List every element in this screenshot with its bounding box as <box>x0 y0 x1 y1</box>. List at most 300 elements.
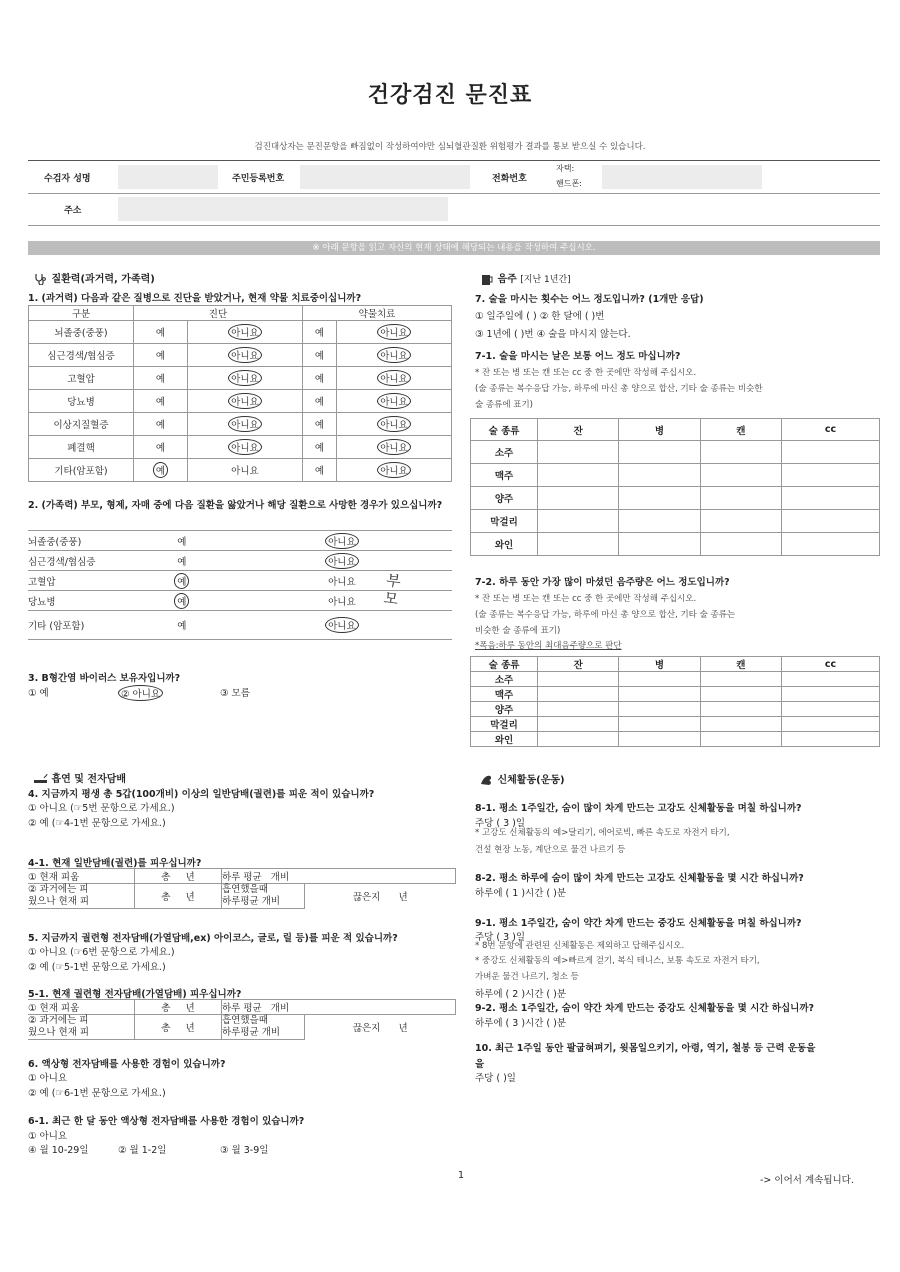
page-title: 건강검진 문진표 <box>367 83 533 108</box>
answer-text: 고혈압 <box>67 374 95 385</box>
drink-amount-cell[interactable] <box>538 533 619 556</box>
drinking-section-sub: [지난 1년간] <box>520 275 571 285</box>
year-label-6: 년 <box>398 1023 408 1035</box>
year-label-3: 년 <box>398 892 408 904</box>
family-answer-text: 아니요 <box>325 617 359 633</box>
total-label-4: 총 <box>161 1023 171 1034</box>
drink-row <box>471 533 880 556</box>
q10-text: 10. 최근 1주일 동안 팔굽혀펴기, 윗몸일으키기, 아령, 역기, 철봉 등 근력 운동을 <box>475 1043 816 1054</box>
drink-col-header: 술 종류 <box>471 657 538 672</box>
answer-cell[interactable] <box>336 344 451 367</box>
answer-cell[interactable] <box>336 413 451 436</box>
drink-col-header: 캔 <box>700 657 781 672</box>
past-smoker-label <box>28 884 135 909</box>
pieces-label: 개비 <box>270 872 290 883</box>
answer-cell[interactable] <box>134 321 188 344</box>
activity-section-title <box>480 771 565 786</box>
page-number: 1 <box>458 1170 465 1181</box>
answer-text: 아니요 <box>377 462 411 478</box>
drink-amount-cell[interactable] <box>619 464 700 487</box>
q6-option-yes[interactable]: ② 예 (☞6-1번 문항으로 가세요.) <box>28 1088 166 1099</box>
q5-text: 5. 지금까지 궐련형 전자담배(가열담배,ex) 아이코스, 글로, 릴 등)를 피운 적 있습니까? <box>28 933 398 944</box>
total-label-2: 총 <box>161 892 171 903</box>
answer-cell[interactable] <box>187 344 302 367</box>
family-answer-text: 기타 (암포함) <box>28 621 85 632</box>
family-answer-text: 아니요 <box>328 596 356 608</box>
drink-row <box>471 702 880 717</box>
q61-text: 6-1. 최근 한 달 동안 액상형 전자담배를 사용한 경험이 있습니까? <box>28 1116 305 1127</box>
drink-kind: 맥주 <box>471 464 538 487</box>
drink-kind: 와인 <box>471 732 538 747</box>
answer-cell[interactable] <box>187 459 302 482</box>
phone-label: 전화번호 <box>492 174 527 184</box>
answer-text: 아니요 <box>377 324 411 340</box>
drink-amount-cell[interactable] <box>538 510 619 533</box>
redacted-name <box>118 165 218 189</box>
past-history-row <box>29 344 452 367</box>
answer-cell[interactable] <box>302 413 336 436</box>
patient-info-header <box>28 160 880 225</box>
family-answer-text: 아니요 <box>325 553 359 569</box>
answer-text: 예 <box>155 328 166 339</box>
answer-text: 심근경색/협심증 <box>47 351 115 362</box>
year-label-2: 년 <box>185 892 195 903</box>
drink-amount-cell[interactable] <box>700 687 781 702</box>
drink-amount-cell[interactable] <box>619 533 700 556</box>
drink-amount-cell[interactable] <box>782 732 880 747</box>
past-history-row <box>29 436 452 459</box>
cur-total[interactable] <box>135 869 222 884</box>
q3-option-unknown[interactable]: ③ 모름 <box>220 688 250 699</box>
family-disease-label <box>28 571 132 591</box>
drink-amount-cell[interactable] <box>782 510 880 533</box>
year-label-4: 년 <box>185 1003 195 1014</box>
q61-option-no[interactable]: ① 아니요 <box>28 1131 68 1142</box>
drink-amount-cell[interactable] <box>782 533 880 556</box>
answer-cell[interactable] <box>187 436 302 459</box>
q1-text: 1. (과거력) 다음과 같은 질병으로 진단을 받았거나, 현재 약물 치료중이십니까? <box>28 293 362 304</box>
drink-amount-cell[interactable] <box>619 702 700 717</box>
drink-col-header: 잔 <box>538 657 619 672</box>
family-answer-cell[interactable] <box>132 571 232 591</box>
drink-kind: 맥주 <box>471 687 538 702</box>
header-row-2 <box>28 193 880 226</box>
answer-cell[interactable] <box>336 367 451 390</box>
q71-note-2: (술 종류는 복수응답 가능, 하루에 마신 총 양으로 합산, 기타 술 종류는 비슷한 <box>475 384 763 394</box>
answer-text: 아니요 <box>377 416 411 432</box>
pieces-label-3: 개비 <box>270 1003 290 1014</box>
q71-text: 7-1. 술을 마시는 날은 보통 어느 정도 마십니까? <box>475 351 681 362</box>
answer-text: 아니요 <box>228 439 262 455</box>
drink-amount-cell[interactable] <box>619 687 700 702</box>
daily-label: 하루 평균 <box>222 872 262 883</box>
q91-answer[interactable]: 주당 ( 3 )일 <box>475 932 526 943</box>
family-answer-cell[interactable] <box>232 551 452 571</box>
pieces-label-4: 개비 <box>261 1027 281 1038</box>
past-history-row <box>29 367 452 390</box>
quit-cell[interactable] <box>305 884 456 909</box>
name-label: 수검자 성명 <box>44 174 91 184</box>
q5-option-yes[interactable]: ② 예 (☞5-1번 문항으로 가세요.) <box>28 962 166 973</box>
drink-amount-cell[interactable] <box>782 687 880 702</box>
answer-cell[interactable] <box>302 321 336 344</box>
daily-label-2: 하루평균 <box>222 896 259 907</box>
past-history-row <box>29 321 452 344</box>
heated-past-daily[interactable] <box>222 1015 305 1040</box>
drink-kind: 양주 <box>471 487 538 510</box>
answer-cell[interactable] <box>187 367 302 390</box>
answer-text: 예 <box>155 397 166 408</box>
q81-text: 8-1. 평소 1주일간, 숨이 많이 차게 만드는 고강도 신체활동을 며칠 하십니까? <box>475 803 802 814</box>
q92-answer[interactable]: 하루에 ( 3 )시간 ( )분 <box>475 1018 567 1029</box>
heated-past-total[interactable] <box>135 1015 222 1040</box>
smoking-section-label: 흡연 및 전자담배 <box>51 774 127 785</box>
drink-kind: 양주 <box>471 702 538 717</box>
redacted-address <box>118 197 448 221</box>
drink-col-header: 술 종류 <box>471 419 538 441</box>
answer-text: 뇌졸중(중풍) <box>54 328 108 339</box>
drink-amount-cell[interactable] <box>700 672 781 687</box>
answer-text: 이상지질혈증 <box>53 420 109 431</box>
q4-option-yes[interactable]: ② 예 (☞4-1번 문항으로 가세요.) <box>28 818 166 829</box>
heated-tobacco-table <box>28 999 456 1040</box>
answer-text: 아니요 <box>377 370 411 386</box>
drink-row <box>471 687 880 702</box>
answer-cell[interactable] <box>336 321 451 344</box>
answer-text: 예 <box>314 466 325 477</box>
muscle-icon <box>480 774 494 786</box>
answer-text: 예 <box>155 443 166 454</box>
handwritten-note: 부 모 <box>382 571 402 609</box>
drink-amount-cell[interactable] <box>700 717 781 732</box>
answer-text: 당뇨병 <box>67 397 95 408</box>
answer-text: 폐결핵 <box>67 443 95 454</box>
drink-amount-cell[interactable] <box>782 441 880 464</box>
q5-option-no[interactable]: ① 아니요 (☞6번 문항으로 가세요.) <box>28 947 175 958</box>
q4-text: 4. 지금까지 평생 총 5갑(100개비) 이상의 일반담배(궐련)를 피운 적이 있습니까? <box>28 789 375 800</box>
past-b-2: 웠으나 현재 피 <box>28 1027 90 1038</box>
beer-icon <box>480 273 494 285</box>
drink-row <box>471 441 880 464</box>
drink-row <box>471 732 880 747</box>
family-history-row <box>28 551 452 571</box>
drink-amount-cell[interactable] <box>782 487 880 510</box>
notice-bar: ※ 아래 문항을 읽고 자신의 현재 상태에 해당되는 내용을 작성하여 주십시오. <box>28 241 880 255</box>
drink-amount-cell[interactable] <box>782 672 880 687</box>
q91-line[interactable]: 하루에 ( 2 )시간 ( )분 <box>475 989 567 1000</box>
answer-cell[interactable] <box>134 344 188 367</box>
past-total[interactable] <box>135 884 222 909</box>
when-smoked-label-2: 흡연했을때 <box>222 1015 268 1026</box>
answer-cell[interactable] <box>302 390 336 413</box>
disease-label <box>29 321 134 344</box>
answer-text: 아니요 <box>377 393 411 409</box>
q10-answer[interactable]: 주당 ( )일 <box>475 1073 516 1084</box>
q6-text: 6. 액상형 전자담배를 사용한 경험이 있습니까? <box>28 1059 226 1070</box>
family-history-row <box>28 611 452 640</box>
family-answer-text: 고혈압 <box>28 576 56 588</box>
answer-cell[interactable] <box>134 367 188 390</box>
answer-cell[interactable] <box>134 436 188 459</box>
family-answer-text: 예 <box>177 556 187 568</box>
q81-note-2: 건설 현장 노동, 계단으로 물건 나르기 등 <box>475 845 626 855</box>
answer-cell[interactable] <box>336 459 451 482</box>
drink-kind: 소주 <box>471 441 538 464</box>
answer-cell[interactable] <box>336 390 451 413</box>
drink-amount-cell[interactable] <box>538 702 619 717</box>
drink-row <box>471 672 880 687</box>
q91-text: 9-1. 평소 1주일간, 숨이 약간 차게 만드는 중강도 신체활동을 며칠 하십니까? <box>475 918 802 929</box>
address-label: 주소 <box>64 206 82 216</box>
answer-cell[interactable] <box>134 459 188 482</box>
answer-cell[interactable] <box>302 367 336 390</box>
q72-note-3: 비슷한 술 종류에 표기) <box>475 626 561 636</box>
q61-option-10-29[interactable]: ④ 월 10-29일 <box>28 1145 89 1156</box>
stethoscope-icon <box>34 273 48 285</box>
intro-text: 검진대상자는 문진문항을 빠짐없이 작성하여야만 심뇌혈관질환 위험평가 결과를 통보 받으실 수 있습니다. <box>254 142 646 152</box>
q3-text: 3. B형간염 바이러스 보유자입니까? <box>28 673 181 684</box>
q61-option-1-2[interactable]: ② 월 1-2일 <box>118 1145 167 1156</box>
answer-text: 예 <box>155 351 166 362</box>
q3-circle-mark: ② 아니요 <box>118 685 163 701</box>
q71-note-1: * 잔 또는 병 또는 캔 또는 cc 중 한 곳에만 작성해 주십시오. <box>475 368 697 378</box>
answer-text: 예 <box>155 374 166 385</box>
past-history-row <box>29 390 452 413</box>
q7-line-1[interactable]: ① 일주일에 ( ) ② 한 달에 ( )번 <box>475 311 605 322</box>
drink-row <box>471 510 880 533</box>
daily-label-3: 하루 평균 <box>222 1003 262 1014</box>
family-history-row <box>28 531 452 551</box>
past-daily[interactable] <box>222 884 305 909</box>
cur-daily[interactable] <box>222 869 456 884</box>
q72-text: 7-2. 하루 동안 가장 많이 마셨던 음주량은 어느 정도입니까? <box>475 577 730 588</box>
family-disease-label <box>28 611 132 640</box>
answer-text: 아니요 <box>228 393 262 409</box>
q81-answer[interactable]: 주당 ( 3 )일 <box>475 818 526 829</box>
past-b: 웠으나 현재 피 <box>28 896 90 907</box>
q7-line-2[interactable]: ③ 1년에 ( )번 ④ 술을 마시지 않는다. <box>475 329 631 340</box>
answer-cell[interactable] <box>187 390 302 413</box>
answer-text: 기타(암포함) <box>54 466 108 477</box>
family-answer-text: 아니요 <box>328 576 356 588</box>
disease-label <box>29 413 134 436</box>
q4-option-no[interactable]: ① 아니요 (☞5번 문항으로 가세요.) <box>28 803 175 814</box>
q71-note-3: 술 종류에 표기) <box>475 400 533 410</box>
answer-text: 아니요 <box>231 466 259 477</box>
drink-kind: 막걸리 <box>471 717 538 732</box>
family-answer-cell[interactable] <box>232 611 452 640</box>
drink-col-header: 병 <box>619 657 700 672</box>
q6-option-no[interactable]: ① 아니요 <box>28 1073 68 1084</box>
col-med: 약물치료 <box>302 306 451 321</box>
answer-text: 아니요 <box>228 324 262 340</box>
family-answer-cell[interactable] <box>232 531 452 551</box>
answer-text: 아니요 <box>228 416 262 432</box>
drink-amount-cell[interactable] <box>782 702 880 717</box>
q82-text: 8-2. 평소 하루에 숨이 많이 차게 만드는 고강도 신체활동을 몇 시간 하십니까? <box>475 873 804 884</box>
pieces-label-2: 개비 <box>261 896 281 907</box>
disease-label <box>29 344 134 367</box>
daily-label-4: 하루평균 <box>222 1027 259 1038</box>
family-answer-text: 예 <box>177 621 187 632</box>
drink-amount-cell[interactable] <box>538 441 619 464</box>
answer-cell[interactable] <box>302 459 336 482</box>
drinking-section-label: 음주 <box>497 274 517 285</box>
drink-amount-cell[interactable] <box>619 717 700 732</box>
smoking-section-title <box>34 770 126 785</box>
answer-text: 예 <box>314 351 325 362</box>
drinking-section-title <box>480 270 571 285</box>
q91-note-3: 가벼운 물건 나르기, 청소 등 <box>475 972 579 982</box>
disease-label <box>29 390 134 413</box>
past-history-row <box>29 459 452 482</box>
drink-col-header: cc <box>782 657 880 672</box>
q91-note-1: * 8번 문항에 관련된 신체활동은 제외하고 답해주십시오. <box>475 941 685 951</box>
drink-amount-cell[interactable] <box>619 732 700 747</box>
drink-col-header: 캔 <box>700 419 781 441</box>
past-a-2: ② 과거에는 피 <box>28 1015 89 1026</box>
q2-text: 2. (가족력) 부모, 형제, 자매 중에 다음 질환을 앓았거나 해당 질환으로 사망한 경우가 있으십니까? <box>28 500 443 511</box>
q92-text: 9-2. 평소 1주일간, 숨이 약간 차게 만드는 중강도 신체활동을 몇 시간 하십니까? <box>475 1003 815 1014</box>
heated-current-label: ① 현재 피움 <box>28 1000 135 1015</box>
total-label-3: 총 <box>161 1003 171 1014</box>
home-label: 자택: <box>556 164 575 173</box>
heated-cur-daily[interactable] <box>222 1000 456 1015</box>
answer-text: 예 <box>314 443 325 454</box>
drink-amount-cell[interactable] <box>619 672 700 687</box>
family-disease-label <box>28 591 132 611</box>
family-answer-text: 예 <box>174 573 189 589</box>
family-answer-cell[interactable] <box>132 551 232 571</box>
past-history-row <box>29 413 452 436</box>
drink-amount-cell[interactable] <box>700 464 781 487</box>
drink-amount-cell[interactable] <box>538 732 619 747</box>
cigarette-icon <box>34 773 48 785</box>
family-answer-cell[interactable] <box>132 611 232 640</box>
q72-note-4: *폭음:하루 동안의 최대음주량으로 판단 <box>475 641 622 651</box>
answer-text: 예 <box>155 420 166 431</box>
heated-past-label <box>28 1015 135 1040</box>
drink-amount-cell[interactable] <box>619 510 700 533</box>
drink-kind: 소주 <box>471 672 538 687</box>
redacted-id <box>300 165 470 189</box>
q41-text: 4-1. 현재 일반담배(궐련)를 피우십니까? <box>28 858 202 869</box>
redacted-phone <box>602 165 762 189</box>
history-section-label: 질환력(과거력, 가족력) <box>51 274 155 285</box>
cigarette-table <box>28 868 456 909</box>
drink-amount-cell[interactable] <box>538 487 619 510</box>
q72-note-2: (술 종류는 복수응답 가능, 하루에 마신 총 양으로 합산, 기타 술 종류는 <box>475 610 736 620</box>
when-smoked-label: 흡연했을때 <box>222 884 268 895</box>
q91-note-2: * 중강도 신체활동의 예>빠르게 걷기, 복식 테니스, 보통 속도로 자전거 타기, <box>475 956 760 966</box>
mobile-label: 핸드폰: <box>556 179 582 188</box>
family-disease-label <box>28 531 132 551</box>
q10-text-2: 을 <box>475 1059 485 1070</box>
drink-amount-cell[interactable] <box>619 441 700 464</box>
family-answer-text: 예 <box>177 536 187 548</box>
continue-note: -> 이어서 계속됩니다. <box>760 1175 854 1186</box>
drink-usual-table <box>470 418 880 556</box>
family-answer-cell[interactable] <box>232 571 452 591</box>
answer-cell[interactable] <box>134 390 188 413</box>
q3-option-no[interactable] <box>118 685 163 701</box>
disease-label <box>29 459 134 482</box>
drink-row <box>471 464 880 487</box>
drink-row <box>471 487 880 510</box>
q3-option-yes[interactable]: ① 예 <box>28 688 49 699</box>
family-answer-text: 뇌졸중(중풍) <box>28 536 82 548</box>
activity-section-label: 신체활동(운동) <box>497 775 565 786</box>
drink-amount-cell[interactable] <box>700 510 781 533</box>
past-a: ② 과거에는 피 <box>28 884 89 895</box>
drink-amount-cell[interactable] <box>782 464 880 487</box>
drink-amount-cell[interactable] <box>538 717 619 732</box>
drink-kind: 와인 <box>471 533 538 556</box>
q72-note-1: * 잔 또는 병 또는 캔 또는 cc 중 한 곳에만 작성해 주십시오. <box>475 594 697 604</box>
quit-label-2: 끊은지 <box>352 1023 381 1035</box>
drink-kind: 막걸리 <box>471 510 538 533</box>
answer-text: 아니요 <box>228 370 262 386</box>
heated-cur-total[interactable] <box>135 1000 222 1015</box>
drink-amount-cell[interactable] <box>538 672 619 687</box>
past-history-table <box>28 305 452 482</box>
drink-amount-cell[interactable] <box>700 487 781 510</box>
answer-cell[interactable] <box>134 413 188 436</box>
family-answer-cell[interactable] <box>132 591 232 611</box>
heated-quit-cell[interactable] <box>305 1015 456 1040</box>
answer-cell[interactable] <box>302 436 336 459</box>
col-diag: 진단 <box>134 306 303 321</box>
family-answer-text: 아니요 <box>325 533 359 549</box>
answer-text: 아니요 <box>377 439 411 455</box>
q81-note-1: * 고강도 신체활동의 예>달리기, 에어로빅, 빠른 속도로 자전거 타기, <box>475 828 730 838</box>
drink-amount-cell[interactable] <box>538 464 619 487</box>
q51-text: 5-1. 현재 궐련형 전자담배(가열담배) 피우십니까? <box>28 989 242 1000</box>
drink-col-header: 병 <box>619 419 700 441</box>
drink-col-header: 잔 <box>538 419 619 441</box>
q61-option-3-9[interactable]: ③ 월 3-9일 <box>220 1145 269 1156</box>
quit-label: 끊은지 <box>352 892 381 904</box>
drink-amount-cell[interactable] <box>700 702 781 717</box>
answer-text: 아니요 <box>377 347 411 363</box>
answer-cell[interactable] <box>302 344 336 367</box>
answer-text: 예 <box>314 420 325 431</box>
family-answer-cell[interactable] <box>232 591 452 611</box>
drink-amount-cell[interactable] <box>538 687 619 702</box>
answer-cell[interactable] <box>187 413 302 436</box>
family-answer-text: 예 <box>174 593 189 609</box>
drink-amount-cell[interactable] <box>700 441 781 464</box>
total-label: 총 <box>161 872 171 883</box>
q82-answer[interactable]: 하루에 ( 1 )시간 ( )분 <box>475 888 567 899</box>
answer-cell[interactable] <box>187 321 302 344</box>
drink-amount-cell[interactable] <box>700 732 781 747</box>
drink-row <box>471 717 880 732</box>
drink-amount-cell[interactable] <box>782 717 880 732</box>
current-smoker-label: ① 현재 피움 <box>28 869 135 884</box>
q7-text: 7. 술을 마시는 횟수는 어느 정도입니까? (1개만 응답) <box>475 294 704 305</box>
header-row-1 <box>28 161 880 194</box>
drink-amount-cell[interactable] <box>619 487 700 510</box>
disease-label <box>29 367 134 390</box>
year-label-5: 년 <box>185 1023 195 1034</box>
drink-amount-cell[interactable] <box>700 533 781 556</box>
answer-cell[interactable] <box>336 436 451 459</box>
family-disease-label <box>28 551 132 571</box>
answer-text: 예 <box>314 328 325 339</box>
family-answer-cell[interactable] <box>132 531 232 551</box>
id-label: 주민등록번호 <box>232 174 285 184</box>
